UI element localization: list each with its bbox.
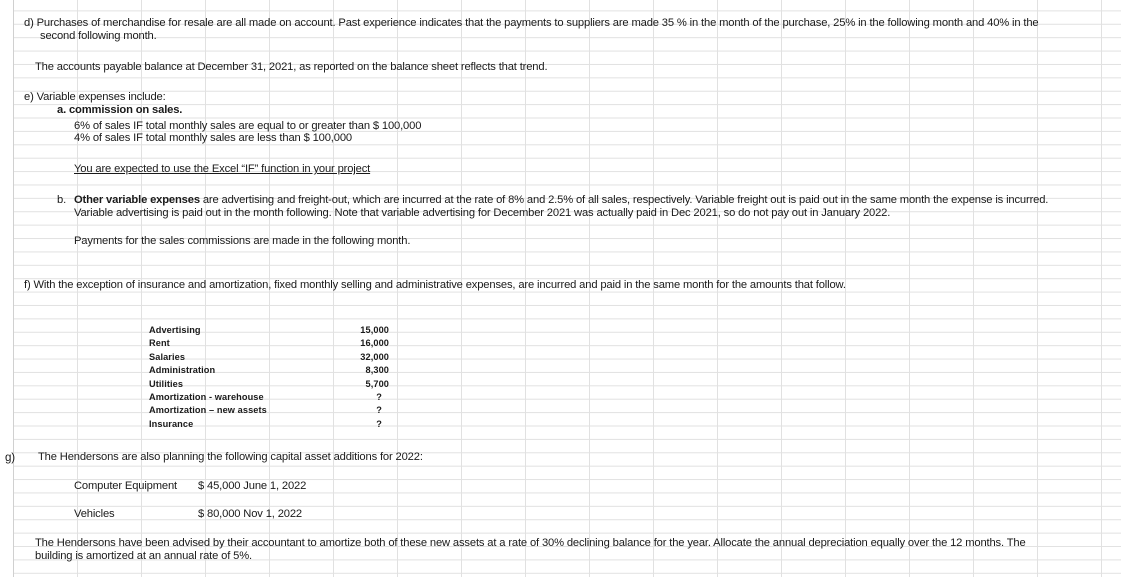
sales-commissions-payment-text: Payments for the sales commissions are made in the following month. [74,235,411,247]
section-f-text: f) With the exception of insurance and amortization, fixed monthly selling and administrative expenses, are incurred and paid in the same month for the amounts that follow. [24,279,846,291]
other-variable-expenses-line-1 [74,194,1048,207]
expense-label-advertising: Advertising [149,325,201,335]
amortization-advice-line-1: The Hendersons have been advised by their accountant to amortize both of these new assets at a rate of 30% declining balance for the year. Allocate the annual depreciation equally over the 12 months. The [35,537,1026,549]
expense-label-administration: Administration [149,365,216,376]
expense-label-salaries: Salaries [149,351,186,362]
other-variable-expenses-line-2: Variable advertising is paid out in the month following. Note that variable advertising for December 2021 was actually paid in Dec 2021, so do not pay out in January 2022. [74,207,891,219]
excel-if-note: You are expected to use the Excel “IF” function in your project [74,163,371,175]
commission-title: a. commission on sales. [57,104,183,116]
expense-value-insurance: ? [376,418,382,429]
section-g-marker: g) [5,451,16,464]
expense-value-utilities: 5,700 [365,378,389,389]
commission-rule-2: 4% of sales IF total monthly sales are less than $ 100,000 [74,132,352,144]
asset-vehicles-name: Vehicles [74,508,115,520]
section-d-line-2: second following month. [40,30,157,42]
section-d-line-1: d) Purchases of merchandise for resale are all made on account. Past experience indicates that the payments to suppliers are made 35 % in the month of the purchase, 25% in the following month and 40% in the [24,17,1039,29]
accounts-payable-balance-text: The accounts payable balance at December 31, 2021, as reported on the balance sheet reflects that trend. [35,61,548,73]
expense-label-insurance: Insurance [149,418,194,429]
item-b-marker: b. [57,194,67,206]
expense-label-amortization-new-assets: Amortization – new assets [149,405,267,416]
other-variable-expenses-text: are advertising and freight-out, which are incurred at the rate of 8% and 2.5% of all sales, respectively. Variable freight out is paid out in the same month the expense is incurred. [199,194,1049,206]
expense-value-rent: 16,000 [360,338,389,349]
section-e-heading: e) Variable expenses include: [24,91,166,103]
amortization-advice-line-2: building is amortized at an annual rate of 5%. [35,550,252,562]
other-variable-expenses-label: Other variable expenses [74,194,200,206]
commission-rule-1: 6% of sales IF total monthly sales are equal to or greater than $ 100,000 [74,120,422,132]
expense-label-utilities: Utilities [149,378,184,389]
expense-value-amortization-warehouse: ? [376,392,382,402]
expense-label-rent: Rent [149,338,170,349]
expense-value-advertising: 15,000 [360,325,389,335]
capital-additions-intro: The Hendersons are also planning the following capital asset additions for 2022: [38,451,423,463]
asset-vehicles-value: $ 80,000 Nov 1, 2022 [198,508,302,520]
asset-computer-equipment-name: Computer Equipment [74,480,178,492]
asset-computer-equipment-value: $ 45,000 June 1, 2022 [198,480,307,492]
fixed-expenses-table [149,324,389,434]
expense-value-amortization-new-assets: ? [376,405,382,416]
expense-value-administration: 8,300 [365,365,389,376]
row-header-strip [0,0,14,577]
expense-label-amortization-warehouse: Amortization - warehouse [149,392,264,402]
expense-value-salaries: 32,000 [360,351,389,362]
